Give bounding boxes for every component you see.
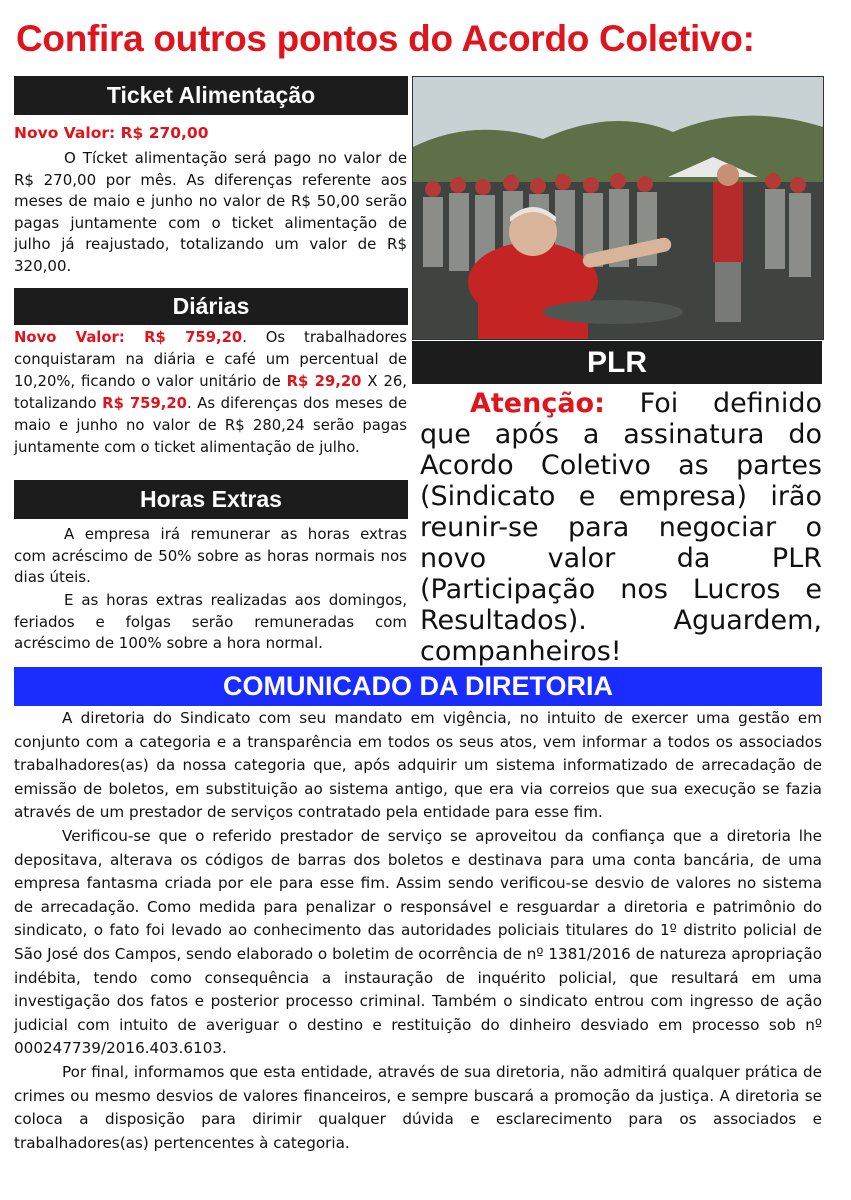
ticket-section-header: Ticket Alimentação — [14, 76, 408, 115]
ticket-new-value: Novo Valor: R$ 270,00 — [14, 124, 209, 142]
assembly-photo-illustration — [413, 77, 823, 339]
diarias-section-header: Diárias — [14, 288, 408, 325]
horas-extras-para-2: E as horas extras realizadas aos domingos, feriados e folgas serão remuneradas com acréscimo de 100% sobre a hora normal. — [14, 591, 407, 652]
ticket-body: O Tícket alimentação será pago no valor de R$ 270,00 por mês. As diferenças referente aos meses de maio e junho no valor de R$ 50,00 serão pagas juntamente com o ticket alimentação de julho já reajustado, totalizando um valor de R$ 320,00. — [14, 149, 407, 275]
page-headline: Confira outros pontos do Acordo Coletivo: — [16, 18, 755, 59]
plr-section-header: PLR — [412, 341, 822, 384]
comunicado-section-header: COMUNICADO DA DIRETORIA — [14, 667, 822, 706]
diarias-unit-value: R$ 29,20 — [286, 373, 362, 390]
diarias-text-3: . As diferenças dos meses de maio e junho no valor de R$ 280,24 serão pagas juntamente com o ticket alimentação de julho. — [14, 395, 407, 456]
diarias-total-value: R$ 759,20 — [102, 395, 187, 412]
plr-body — [420, 388, 822, 667]
diarias-new-value: Novo Valor: R$ 759,20 — [14, 329, 243, 346]
comunicado-body — [14, 707, 822, 1155]
comunicado-paragraph-1: A diretoria do Sindicato com seu mandato em vigência, no intuito de exercer uma gestão em conjunto com a categoria e a transparência em todos os seus atos, vem informar a todos os associados trabalhadores(as) da nossa categoria que, após adquirir um sistema informatizado de arrecadação de emissão de boletos, em substituição ao sistema antigo, que era via correios que sua execução se fazia através de um prestador de serviços contratado pela entidade para esse fim. — [14, 709, 822, 822]
comunicado-paragraph-3: Por final, informamos que esta entidade, através de sua diretoria, não admitirá qualquer prática de crimes ou mesmo desvios de valores financeiros, e sempre buscará a promoção da justiça. A diretoria se coloca a disposição para dirimir qualquer dúvida e esclarecimento para os associados e trabalhadores(as) pertencentes à categoria. — [14, 1062, 822, 1152]
plr-attention-label: Atenção: — [470, 388, 605, 419]
diarias-text-2: X 26, totalizando — [14, 373, 407, 412]
diarias-text-1: . Os trabalhadores conquistaram na diária e café um percentual de 10,20%, ficando o valor unitário de — [14, 329, 407, 390]
diarias-body — [14, 327, 407, 459]
horas-extras-section-header: Horas Extras — [14, 480, 408, 519]
horas-extras-para-1: A empresa irá remunerar as horas extras com acréscimo de 50% sobre as horas normais nos dias úteis. — [14, 525, 407, 586]
plr-body-text: Foi definido que após a assinatura do Acordo Coletivo as partes (Sindicato e empresa) irão reunir-se para negociar o novo valor da PLR (Participação nos Lucros e Resultados). Aguardem, companheiros! — [420, 388, 822, 667]
comunicado-paragraph-2: Verificou-se que o referido prestador de serviço se aproveitou da confiança que a diretoria lhe depositava, alterava os códigos de barras dos boletos e destinava para uma conta bancária, de uma empresa fantasma criada por ele para esse fim. Assim sendo verificou-se desvio de valores no sistema de arrecadação. Como medida para penalizar o responsável e resguardar a diretoria e patrimônio do sindicato, o fato foi levado ao conhecimento das autoridades policiais titulares do 1º distrito policial de São José dos Campos, sendo elaborado o boletim de ocorrência de nº 1381/2016 de natureza apropriação indébita, tendo como consequência a instauração de inquérito policial, que resultará em uma investigação dos fatos e posterior processo criminal. Também o sindicato entrou com ingresso de ação judicial com intuito de averiguar o destino e restituição do dinheiro desviado em processo sob nº 000247739/2016.403.6103. — [14, 826, 822, 1058]
assembly-photo — [412, 76, 824, 340]
